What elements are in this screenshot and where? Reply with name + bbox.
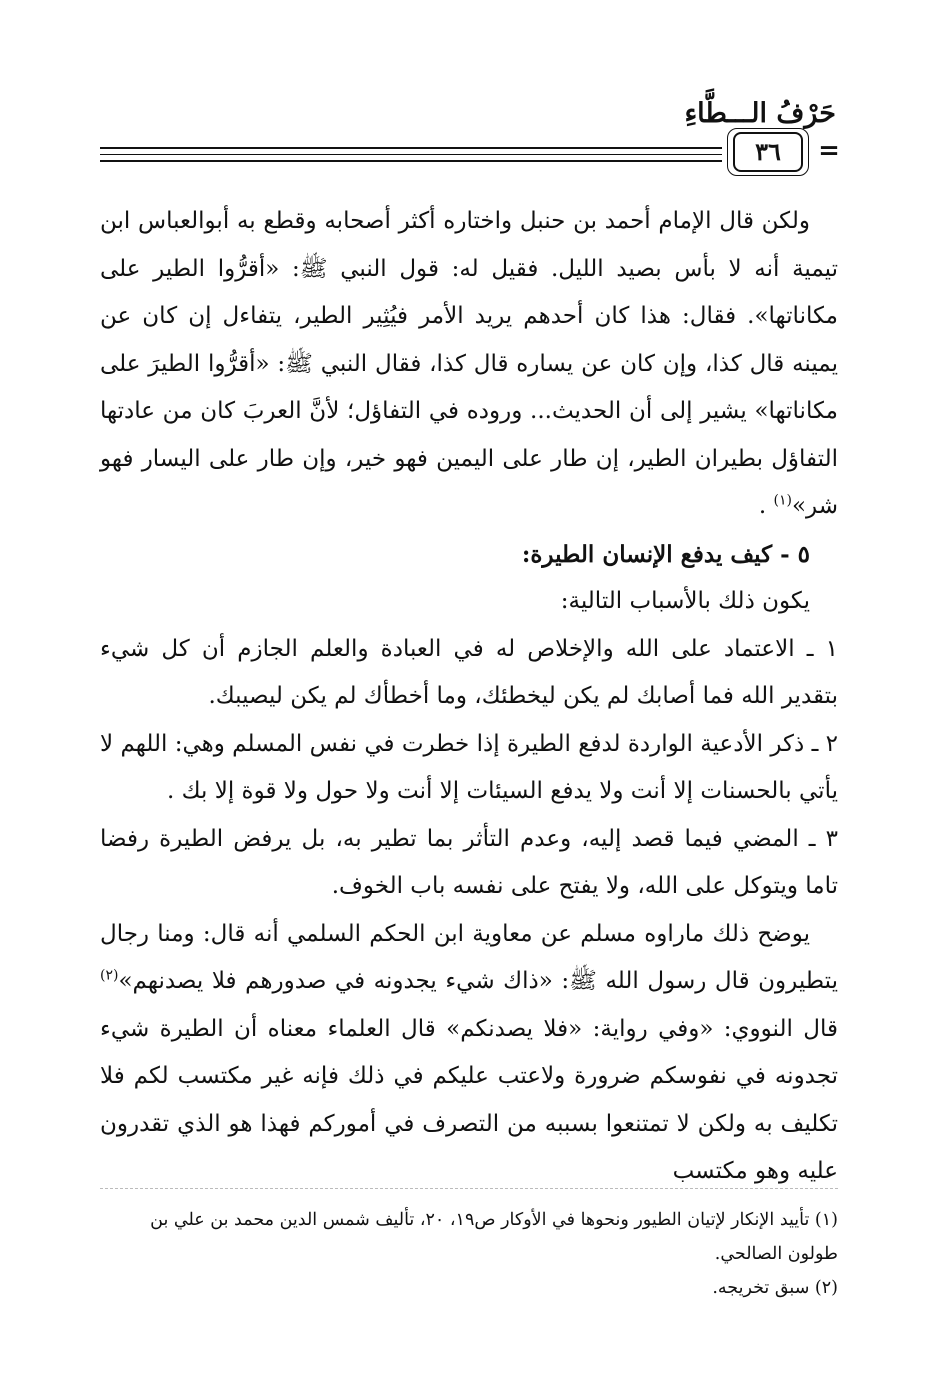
paragraph-text: قال النووي: «وفي رواية: «فلا يصدنكم» قال العلماء معناه أن الطيرة شيء تجدونه في نفوسكم ضرورة ولاعتب عليكم في ذلك فإنه غير مكتسب لكم فلا تكليف به ولكن لا تمتنعوا بسببه من التصرف في أموركم فهذا هو الذي تقدرون عليه وهو مكتسب: [100, 1015, 838, 1184]
paragraph-muslim-hadith: [100, 911, 838, 1196]
header-rule-bottom: [100, 160, 722, 162]
footnotes: [100, 1203, 838, 1305]
section-heading: ٥ - كيف يدفع الإنسان الطيرة:: [521, 540, 810, 568]
header-rule-top: [100, 147, 722, 149]
footnote-2: (٢) سبق تخريجه.: [712, 1278, 838, 1298]
paragraph-intro: يكون ذلك بالأسباب التالية:: [560, 588, 810, 614]
paragraph-ibn-taymiyya: [100, 198, 838, 531]
trailing-period: .: [758, 493, 767, 519]
header-end-mark: =: [818, 136, 840, 166]
header-rule-middle: [100, 154, 722, 155]
paragraph-text: يوضح ذلك ماراوه مسلم عن معاوية ابن الحكم السلمي أنه قال: ومنا رجال يتطيرون قال رسول الله ﷺ: «ذاك شيء يجدونه في صدورهم فلا يصدنهم»: [100, 920, 838, 994]
list-item-2: ٢ ـ ذكر الأدعية الواردة لدفع الطيرة إذا خطرت في نفس المسلم وهي: اللهم لا يأتي بالحسنات إلا أنت ولا يدفع السيئات إلا أنت ولا حول ولا قوة إلا بك .: [100, 730, 838, 804]
main-text: [100, 198, 838, 1196]
page-number: ٣٦: [733, 132, 803, 172]
list-item-1: ١ ـ الاعتماد على الله والإخلاص له في العبادة والعلم الجازم أن كل شيء بتقدير الله فما أصابك لم يكن ليخطئك، وما أخطأك لم يكن ليصيبك.: [100, 635, 838, 709]
footnote-separator: [100, 1188, 838, 1189]
footnote-ref-2: (٢): [100, 967, 119, 984]
footnote-1: (١) تأييد الإنكار لإتيان الطيور ونحوها في الأوكار ص١٩، ٢٠، تأليف شمس الدين محمد بن علي بن طولون الصالحي.: [150, 1210, 838, 1264]
chapter-title: حَرْفُ الـــطَّاءِ: [684, 98, 836, 129]
footnote-ref-1: (١): [773, 492, 792, 509]
paragraph-text: ولكن قال الإمام أحمد بن حنبل واختاره أكثر أصحابه وقطع به أبوالعباس ابن تيمية أنه لا بأس بصيد الليل. فقيل له: قول النبي ﷺ: «أقرُّوا الطير على مكاناتها». فقال: هذا كان أحدهم يريد الأمر فيُثِير الطير، يتفاءل إن كان عن يمينه قال كذا، وإن كان عن يساره قال كذا، فقال النبي ﷺ: «أقرُّوا الطيرَ على مكاناتها» يشير إلى أن الحديث... وروده في التفاؤل؛ لأنَّ العربَ كان من عادتها التفاؤل بطيران الطير، إن طار على اليمين فهو خير، وإن طار على اليسار فهو شر»: [100, 208, 838, 519]
list-item-3: ٣ ـ المضي فيما قصد إليه، وعدم التأثر بما تطير به، بل يرفض الطيرة رفضا تاما ويتوكل على الله، ولا يفتح على نفسه باب الخوف.: [100, 825, 838, 899]
